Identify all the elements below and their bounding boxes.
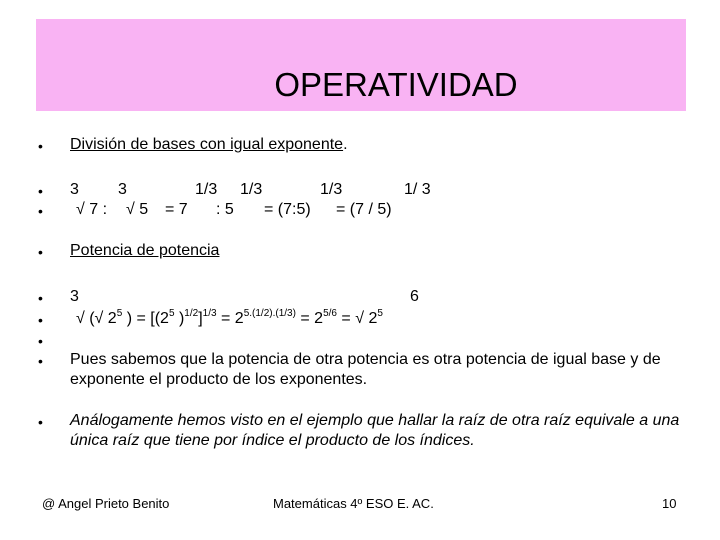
pe-c: )	[174, 310, 185, 327]
exponent-4: 1/ 3	[404, 181, 431, 198]
pe-a: √ (√ 2	[76, 310, 117, 327]
pe-g: = √ 2	[336, 310, 378, 327]
footer-author: @ Angel Prieto Benito	[42, 496, 170, 511]
expr-part-5: = (7:5)	[264, 201, 311, 218]
footer-course: Matemáticas 4º ESO E. AC.	[273, 496, 434, 511]
bullet: •	[38, 312, 43, 328]
slide-title: OPERATIVIDAD	[274, 66, 518, 103]
exponent-1: 1/3	[195, 181, 218, 198]
pe-g-sup: 5	[377, 307, 383, 319]
bullet: •	[38, 290, 43, 306]
bullet: •	[38, 414, 43, 430]
root-index-3: 3	[70, 288, 79, 305]
root-index-6: 6	[410, 288, 419, 305]
pe-b: ) = [(2	[122, 310, 169, 327]
pe-e: = 2	[216, 310, 244, 327]
pe-e-sup: 5.(1/2).(1/3)	[243, 307, 296, 319]
heading-division-period: .	[343, 136, 348, 153]
expr-part-1: √ 7 :	[76, 201, 108, 218]
bullet: •	[38, 138, 43, 154]
bullet: •	[38, 183, 43, 199]
pe-d-sup: 1/3	[202, 307, 217, 319]
pe-f-sup: 5/6	[323, 307, 337, 319]
explanation-root: Análogamente hemos visto en el ejemplo que hallar la raíz de otra raíz equivale a una única raíz que tiene por índice el producto de los índices.	[70, 412, 680, 449]
pe-d: ]	[198, 310, 203, 327]
pe-c-sup: 1/2	[184, 307, 199, 319]
heading-division	[70, 135, 348, 155]
expr-part-6: = (7 / 5)	[336, 201, 392, 218]
root-index-2: 3	[118, 181, 127, 198]
pe-b-sup: 5	[168, 307, 175, 319]
expr-part-4: : 5	[216, 201, 234, 218]
explanation-power: Pues sabemos que la potencia de otra potencia es otra potencia de igual base y de exponente el producto de los exponentes.	[70, 351, 661, 388]
expr-part-2: √ 5	[126, 201, 149, 218]
power-expression	[76, 309, 383, 329]
title-banner	[36, 19, 686, 111]
bullet: •	[38, 203, 43, 219]
bullet: •	[38, 353, 43, 369]
heading-division-text: División de bases con igual exponente	[70, 136, 344, 153]
bullet: •	[38, 244, 43, 260]
pe-f: = 2	[295, 310, 324, 327]
heading-potencia: Potencia de potencia	[70, 242, 220, 259]
footer-page-number: 10	[662, 496, 677, 511]
exponent-2: 1/3	[240, 181, 263, 198]
bullet: •	[38, 333, 43, 349]
exponent-3: 1/3	[320, 181, 343, 198]
expr-part-3: = 7	[165, 201, 188, 218]
pe-a-sup: 5	[116, 307, 123, 319]
root-index-1: 3	[70, 181, 79, 198]
